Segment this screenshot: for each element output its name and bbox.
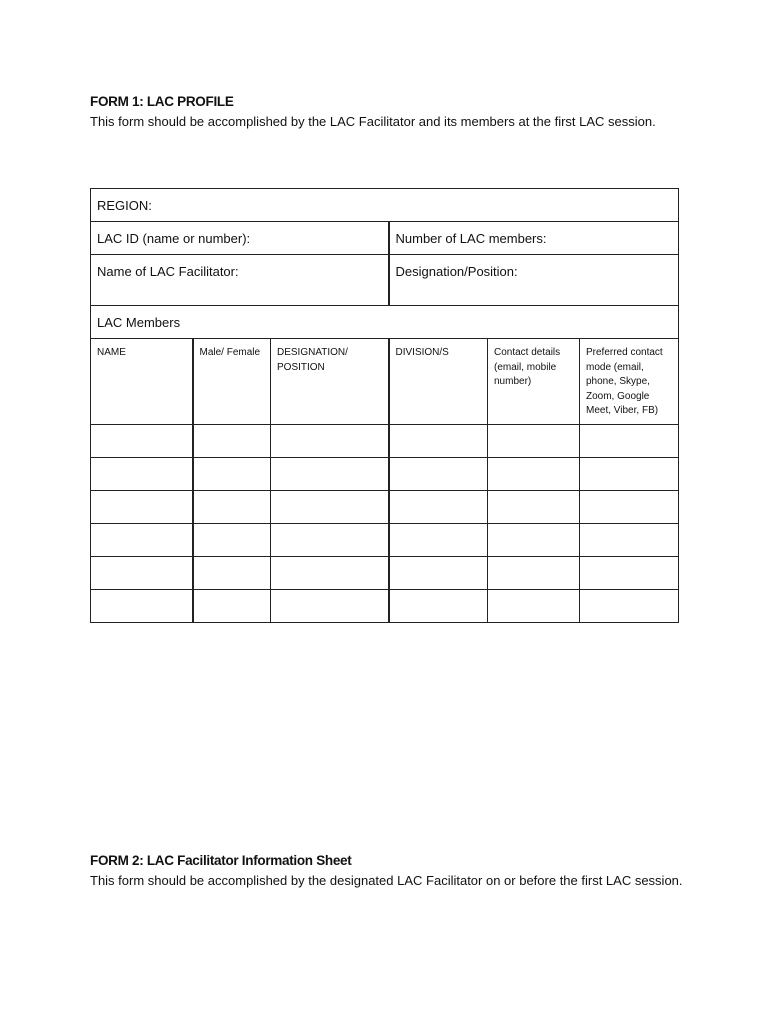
member-cell-designation[interactable]: [271, 590, 389, 623]
region-field[interactable]: [91, 189, 679, 222]
member-row: [91, 491, 679, 524]
member-cell-division[interactable]: [389, 590, 488, 623]
lac-members-label: LAC Members: [97, 315, 181, 330]
member-cell-sex[interactable]: [193, 524, 271, 557]
member-cell-division[interactable]: [389, 458, 488, 491]
member-cell-division[interactable]: [389, 491, 488, 524]
member-cell-preferred-contact[interactable]: [580, 557, 679, 590]
member-cell-division[interactable]: [389, 425, 488, 458]
num-members-label: Number of LAC members:: [395, 231, 547, 246]
col-header-preferred-contact: Preferred contact mode (email, phone, Skype, Zoom, Google Meet, Viber, FB): [580, 339, 679, 425]
member-cell-contact-details[interactable]: [488, 425, 580, 458]
facilitator-name-label: Name of LAC Facilitator:: [97, 264, 239, 279]
col-header-sex: Male/ Female: [193, 339, 271, 425]
member-cell-preferred-contact[interactable]: [580, 491, 679, 524]
member-cell-contact-details[interactable]: [488, 458, 580, 491]
member-row: [91, 425, 679, 458]
col-header-contact-details: Contact details (email, mobile number): [488, 339, 580, 425]
member-cell-name[interactable]: [91, 557, 193, 590]
lac-id-field[interactable]: [91, 222, 389, 255]
member-cell-name[interactable]: [91, 524, 193, 557]
facilitator-name-field[interactable]: [91, 255, 389, 306]
num-members-field[interactable]: [389, 222, 679, 255]
member-row: [91, 458, 679, 491]
col-header-division: DIVISION/S: [389, 339, 488, 425]
member-cell-contact-details[interactable]: [488, 524, 580, 557]
member-cell-preferred-contact[interactable]: [580, 524, 679, 557]
member-cell-sex[interactable]: [193, 557, 271, 590]
member-cell-sex[interactable]: [193, 590, 271, 623]
member-row: [91, 557, 679, 590]
member-cell-sex[interactable]: [193, 491, 271, 524]
member-cell-name[interactable]: [91, 425, 193, 458]
lac-members-section: [91, 306, 679, 339]
member-cell-name[interactable]: [91, 590, 193, 623]
member-cell-name[interactable]: [91, 491, 193, 524]
member-cell-contact-details[interactable]: [488, 557, 580, 590]
member-cell-sex[interactable]: [193, 458, 271, 491]
form2-title: FORM 2: LAC Facilitator Information Sheet: [90, 853, 352, 868]
member-cell-name[interactable]: [91, 458, 193, 491]
form2-description: This form should be accomplished by the designated LAC Facilitator on or before the first LAC session.: [90, 873, 683, 888]
member-cell-contact-details[interactable]: [488, 590, 580, 623]
member-cell-designation[interactable]: [271, 557, 389, 590]
member-cell-preferred-contact[interactable]: [580, 425, 679, 458]
lac-profile-table: [90, 188, 679, 623]
region-label: REGION:: [97, 198, 152, 213]
member-cell-preferred-contact[interactable]: [580, 458, 679, 491]
lac-id-label: LAC ID (name or number):: [97, 231, 251, 246]
form1-description: This form should be accomplished by the LAC Facilitator and its members at the first LAC session.: [90, 114, 656, 129]
member-cell-designation[interactable]: [271, 491, 389, 524]
member-cell-designation[interactable]: [271, 458, 389, 491]
member-cell-contact-details[interactable]: [488, 491, 580, 524]
member-cell-division[interactable]: [389, 557, 488, 590]
form1-title: FORM 1: LAC PROFILE: [90, 94, 234, 109]
col-header-designation: DESIGNATION/ POSITION: [271, 339, 389, 425]
designation-label: Designation/Position:: [395, 264, 518, 279]
designation-field[interactable]: [389, 255, 679, 306]
member-cell-designation[interactable]: [271, 524, 389, 557]
member-row: [91, 590, 679, 623]
member-cell-designation[interactable]: [271, 425, 389, 458]
member-cell-preferred-contact[interactable]: [580, 590, 679, 623]
member-cell-division[interactable]: [389, 524, 488, 557]
member-row: [91, 524, 679, 557]
col-header-name: NAME: [91, 339, 193, 425]
members-header-row: [91, 339, 679, 425]
member-cell-sex[interactable]: [193, 425, 271, 458]
